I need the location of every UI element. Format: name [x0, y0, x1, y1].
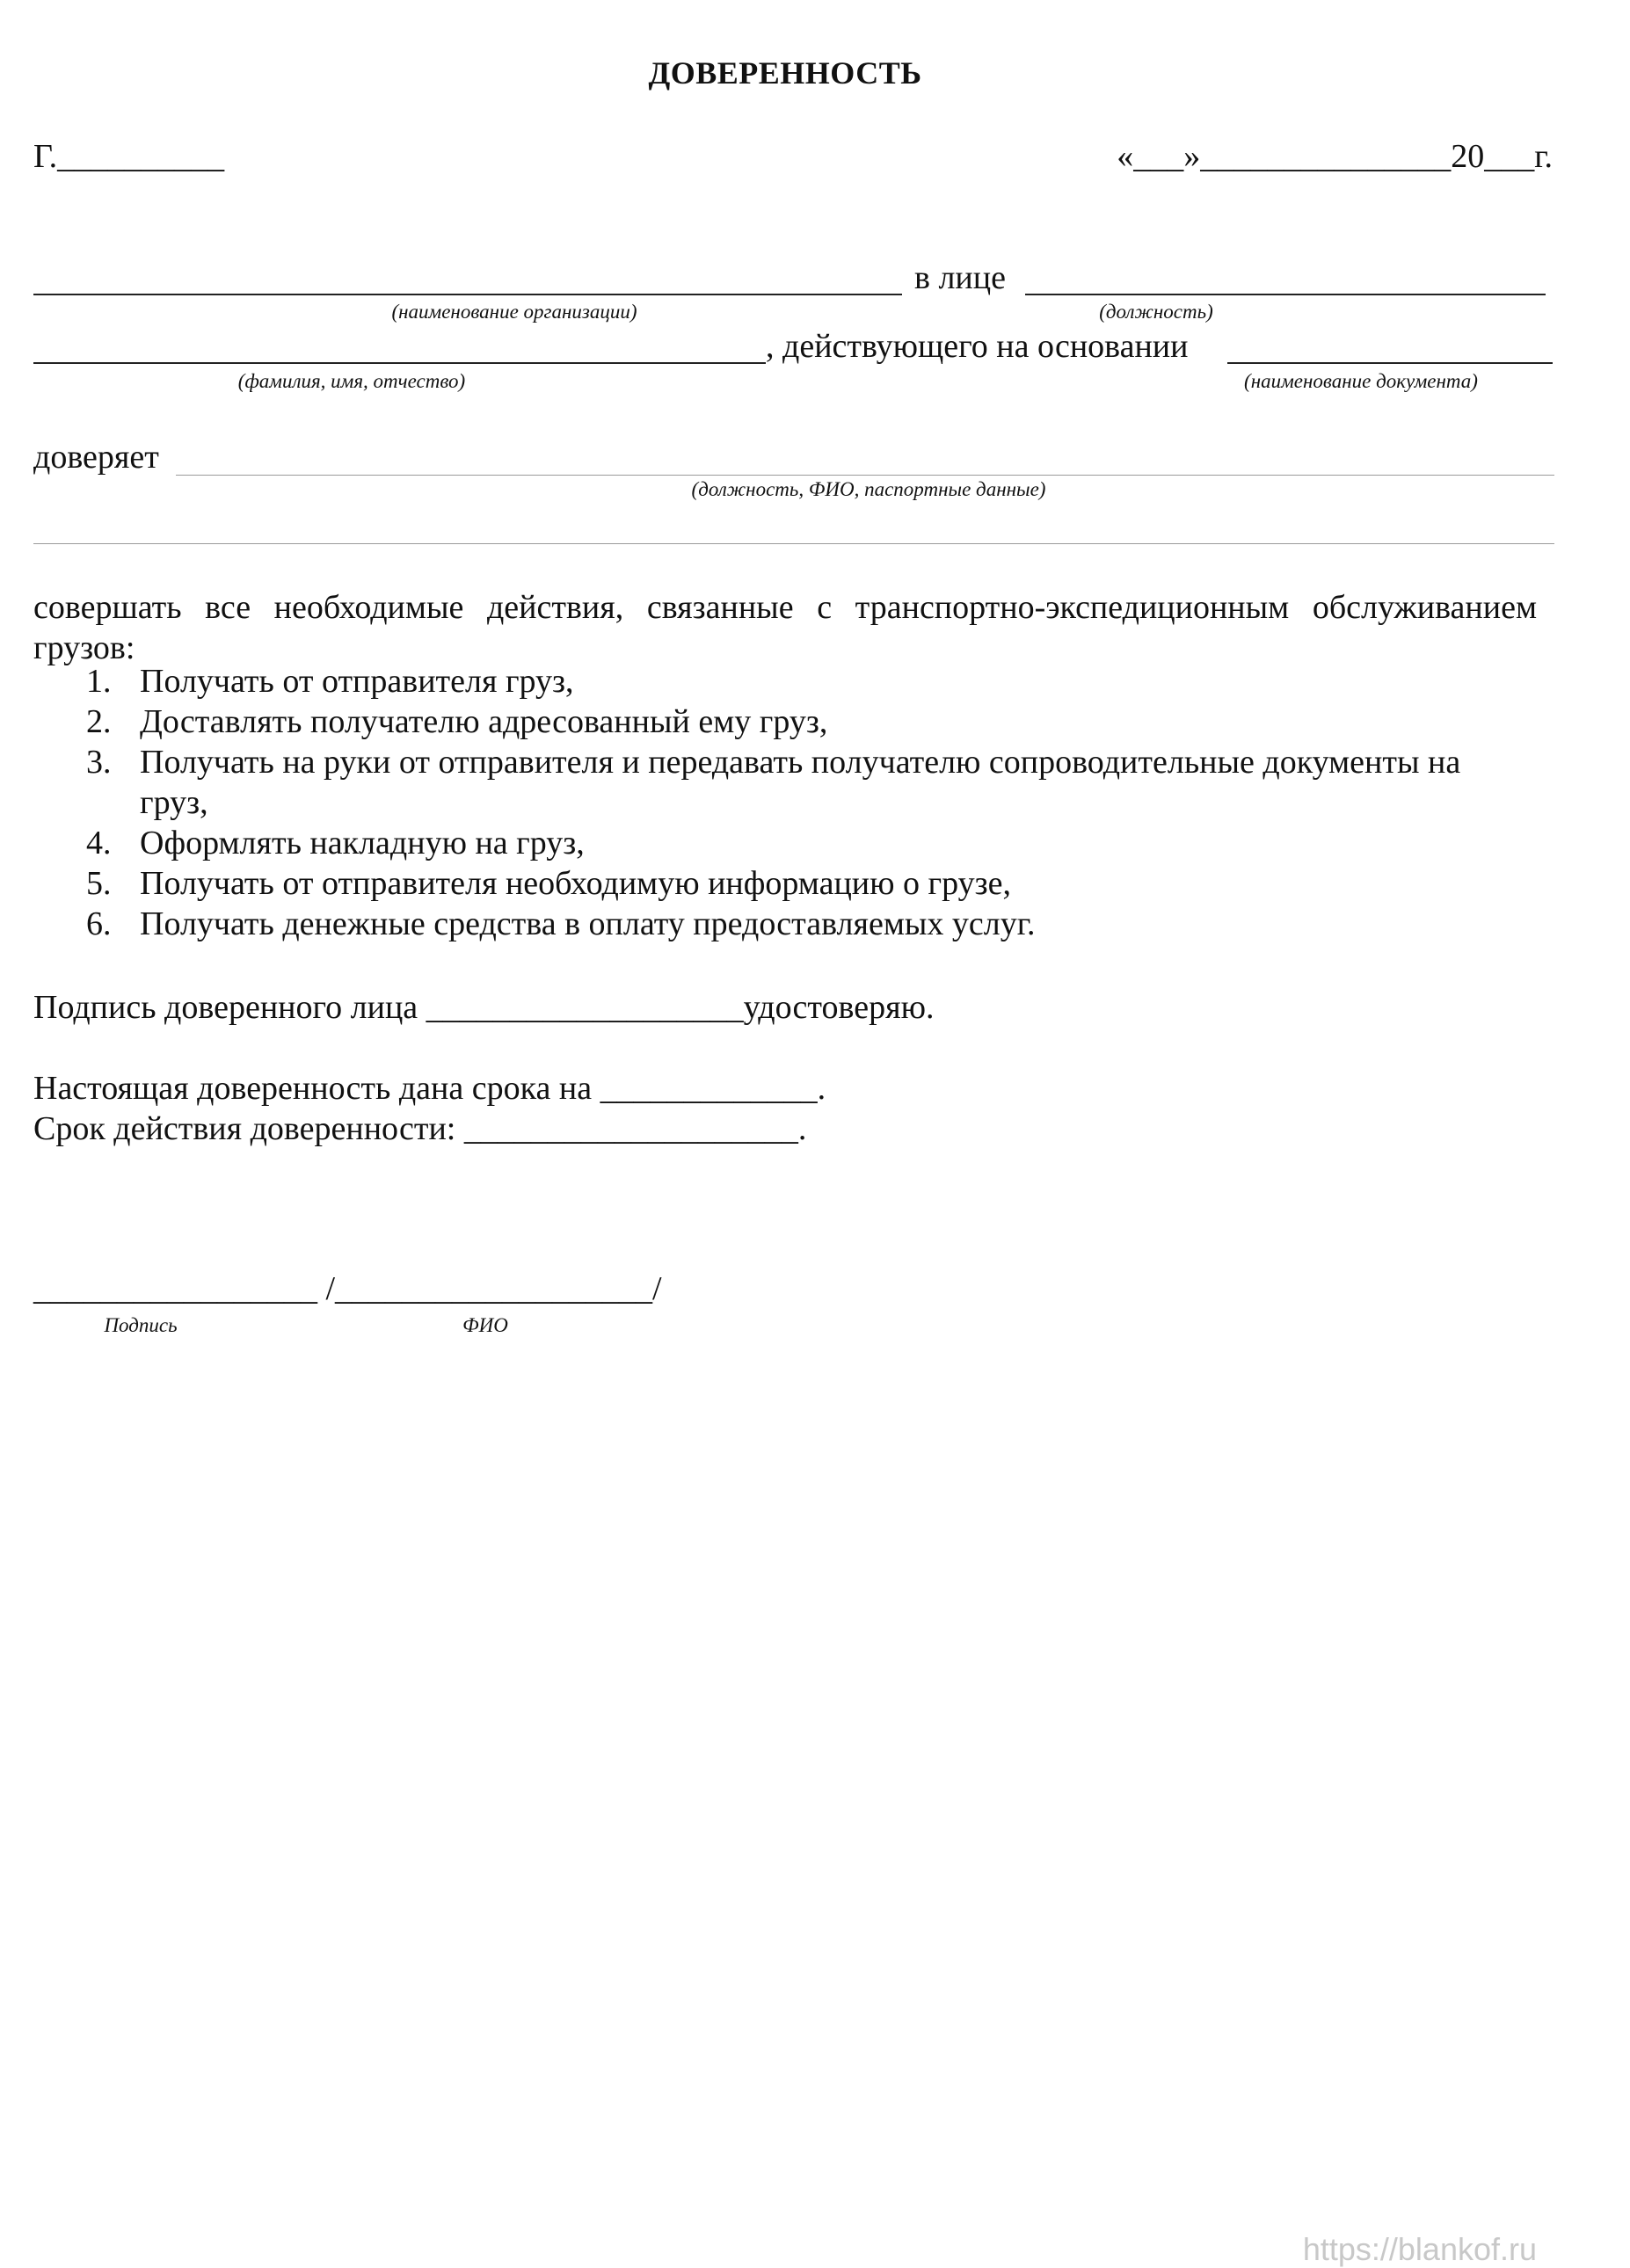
authority-list	[33, 661, 1537, 944]
list-item	[33, 701, 1537, 742]
organization-caption: (наименование организации)	[391, 301, 637, 323]
watermark-link[interactable]: https://blankof.ru	[1302, 2231, 1537, 2267]
list-item-number: 1.	[86, 663, 112, 700]
signature-caption: Подпись	[104, 1314, 178, 1336]
full-name-caption: (фамилия, имя, отчество)	[237, 370, 466, 392]
list-item	[33, 742, 1537, 823]
acting-basis-label: , действующего на основании	[766, 328, 1189, 365]
list-item-number: 6.	[86, 905, 112, 942]
list-item	[33, 661, 1537, 701]
in-person-label: в лице	[914, 259, 1006, 296]
full-name-line	[33, 362, 766, 364]
trustee-line	[176, 475, 1554, 476]
document-name-line	[1227, 362, 1553, 364]
list-item-number: 3.	[86, 744, 112, 781]
list-item-text: Получать денежные средства в оплату предоставляемых услуг.	[140, 905, 1036, 942]
list-item-number: 5.	[86, 865, 112, 902]
date-field: «___»_______________20___г.	[1117, 138, 1553, 175]
position-caption: (должность)	[1099, 301, 1213, 323]
trustee-caption: (должность, ФИО, паспортные данные)	[691, 478, 1046, 500]
list-item-text: Получать от отправителя необходимую информацию о грузе,	[140, 865, 1011, 902]
authority-paragraph: совершать все необходимые действия, связанные с транспортно-экспедиционным обслуживанием грузов:	[33, 589, 1537, 666]
position-line	[1025, 294, 1546, 295]
signature-line: _________________ /___________________/	[33, 1270, 662, 1307]
list-item	[33, 863, 1537, 904]
document-name-caption: (наименование документа)	[1244, 370, 1478, 392]
validity-issued: Настоящая доверенность дана срока на _____________.	[33, 1070, 826, 1107]
list-item-text: Получать на руки от отправителя и передавать получателю сопроводительные документы на груз,	[140, 744, 1461, 821]
trustee-line-continued	[33, 543, 1554, 544]
list-item	[33, 823, 1537, 863]
organization-line	[33, 294, 902, 295]
validity-term: Срок действия доверенности: ____________________.	[33, 1110, 807, 1147]
city-field: Г.__________	[33, 138, 225, 175]
name-caption: ФИО	[462, 1314, 508, 1336]
signature-attestation: Подпись доверенного лица ___________________удостоверяю.	[33, 989, 935, 1026]
list-item-number: 4.	[86, 825, 112, 861]
trusts-label: доверяет	[33, 439, 159, 476]
list-item-number: 2.	[86, 703, 112, 740]
list-item-text: Оформлять накладную на груз,	[140, 825, 585, 861]
list-item-text: Получать от отправителя груз,	[140, 663, 574, 700]
list-item	[33, 904, 1537, 944]
document-title: ДОВЕРЕННОСТЬ	[648, 55, 922, 91]
list-item-text: Доставлять получателю адресованный ему груз,	[140, 703, 828, 740]
